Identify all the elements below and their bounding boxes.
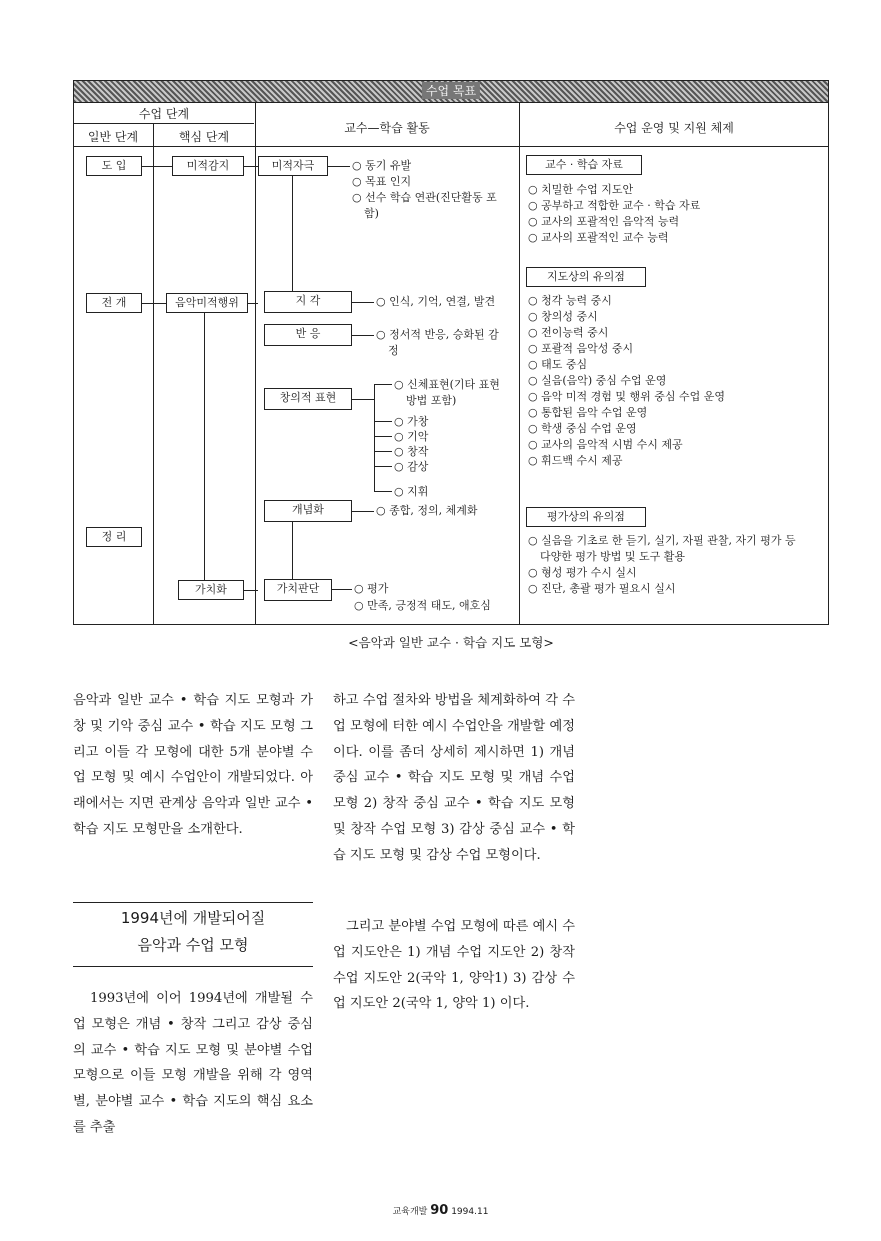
support-item: ○ 포괄적 음악성 중시 (528, 342, 634, 355)
stage-development-box: 전 개 (86, 293, 142, 313)
connector (374, 451, 392, 452)
header-support: 수업 운영 및 지원 체제 (614, 121, 734, 135)
connector (248, 303, 258, 304)
activity-item: ○ 감상 (394, 460, 429, 473)
activity-item: ○ 신체표현(기타 표현 (394, 378, 500, 391)
support-item: ○ 진단, 총괄 평가 필요시 실시 (528, 582, 676, 595)
activity-item: ○ 평가 (354, 582, 389, 595)
col1-body-paragraph: 1993년에 이어 1994년에 개발될 수업 모형은 개념 • 창작 그리고 감상 중심의 교수 • 학습 지도 모형 및 분야별 수업 모형으로 이들 모형 개발을 위해 각 영역별, 분야별 교수 • 학습 지도의 핵심 요소를 추출 (73, 991, 313, 1135)
col2-paragraph-2: 그리고 분야별 수업 모형에 따른 예시 수업 지도안은 1) 개념 수업 지도안 2) 창작 수업 지도안 2(국악 1, 양악1) 3) 감상 수업 지도안 2(국악 1, 양악 1) 이다. (333, 919, 575, 1012)
connector (352, 511, 374, 512)
column-separator (153, 123, 154, 625)
col2-paragraph-1: 하고 수업 절차와 방법을 체계화하여 각 수업 모형에 터한 예시 수업안을 개발할 예정이다. 이를 좀더 상세히 제시하면 1) 개념 중심 교수 • 학습 지도 모형 및 개념 수업 모형 2) 창작 중심 교수 • 학습 지도 모형 및 창작 수업 모형 3) 감상 중심 교수 • 학습 지도 모형 및 감상 수업 모형이다. (333, 693, 575, 863)
support-item: ○ 청각 능력 중시 (528, 294, 612, 307)
connector (292, 522, 293, 579)
support-item: ○ 태도 중심 (528, 358, 588, 371)
activity-concept-box: 개념화 (264, 500, 352, 522)
header-bottom-line (74, 146, 828, 147)
support-item: ○ 실음(음악) 중심 수업 운영 (528, 374, 667, 387)
support-evaluation-title: 평가상의 유의점 (526, 507, 646, 527)
support-item: ○ 교사의 음악적 시범 수시 제공 (528, 438, 683, 451)
col1-intro-paragraph: 음악과 일반 교수 • 학습 지도 모형과 가창 및 기악 중심 교수 • 학습 지도 모형 그리고 이들 각 모형에 대한 5개 분야별 수업 모형 및 예시 수업안이 개발되었다. 아래에서는 지면 관계상 음악과 일반 교수 • 학습 지도 모형만을 소개한다. (73, 693, 313, 837)
header-activity: 교수—학습 활동 (344, 121, 430, 135)
issue-date: 1994.11 (451, 1207, 489, 1217)
support-materials-title: 교수 · 학습 자료 (526, 155, 642, 175)
activity-item: ○ 가창 (394, 415, 429, 428)
core-aesthetic-sense-box: 미적감지 (172, 156, 244, 176)
lesson-model-diagram (73, 80, 829, 625)
connector (374, 384, 392, 385)
activity-item: ○ 선수 학습 연관(진단활동 포 (352, 191, 497, 204)
section-heading-line1: 1994년에 개발되어질 (120, 909, 266, 927)
lesson-goal-banner (74, 81, 828, 103)
connector (374, 491, 392, 492)
support-item: ○ 형성 평가 수시 실시 (528, 566, 637, 579)
connector (244, 166, 258, 167)
support-item: ○ 치밀한 수업 지도안 (528, 183, 634, 196)
activity-item: ○ 목표 인지 (352, 175, 412, 188)
activity-item: ○ 창작 (394, 445, 429, 458)
activity-item: ○ 정서적 반응, 승화된 감 (376, 328, 499, 341)
core-musical-act-box: 음악미적행위 (166, 293, 248, 313)
support-item: ○ 교사의 포괄적인 교수 능력 (528, 231, 669, 244)
activity-stimulus-box: 미적자극 (258, 156, 328, 176)
figure-caption: <음악과 일반 교수 · 학습 지도 모형> (348, 635, 554, 650)
journal-name: 교육개발 (392, 1207, 428, 1217)
connector (374, 421, 392, 422)
support-item: ○ 교사의 포괄적인 음악적 능력 (528, 215, 680, 228)
connector (374, 384, 375, 492)
page-footer (0, 1203, 881, 1218)
support-item: ○ 통합된 음악 수업 운영 (528, 406, 648, 419)
connector (204, 313, 205, 580)
connector (292, 176, 293, 291)
section-rule-bottom (73, 966, 313, 967)
activity-value-box: 가치판단 (264, 579, 332, 601)
connector (332, 589, 352, 590)
connector (244, 590, 258, 591)
connector (352, 302, 374, 303)
section-heading (73, 905, 313, 959)
support-item: ○ 전이능력 중시 (528, 326, 609, 339)
support-guidance-title: 지도상의 유의점 (526, 267, 646, 287)
connector (328, 166, 350, 167)
support-item: ○ 휘드백 수시 제공 (528, 454, 623, 467)
support-item: ○ 음악 미적 경험 및 행위 중심 수업 운영 (528, 390, 725, 403)
activity-item: 함) (364, 207, 379, 220)
activity-perception-box: 지 각 (264, 291, 352, 313)
support-item: 다양한 평가 방법 및 도구 활용 (540, 550, 685, 563)
connector (352, 335, 374, 336)
activity-item: 정 (388, 344, 399, 357)
connector (374, 436, 392, 437)
stage-wrapup-box: 정 리 (86, 527, 142, 547)
activity-item: 방법 포함) (406, 394, 457, 407)
section-heading-line2: 음악과 수업 모형 (137, 936, 249, 954)
section-rule-top (73, 902, 313, 903)
header-stage: 수업 단계 (138, 107, 190, 121)
connector (374, 466, 392, 467)
header-general-stage: 일반 단계 (87, 130, 139, 144)
activity-response-box: 반 응 (264, 324, 352, 346)
activity-item: ○ 만족, 긍정적 태도, 애호심 (354, 599, 491, 612)
header-core-stage: 핵심 단계 (178, 130, 230, 144)
activity-creative-box: 창의적 표현 (264, 388, 352, 410)
page-number: 90 (430, 1203, 449, 1218)
connector (352, 399, 374, 400)
support-item: ○ 공부하고 적합한 교수 · 학습 자료 (528, 199, 701, 212)
column-separator (255, 102, 256, 625)
connector (142, 166, 172, 167)
stage-intro-box: 도 입 (86, 156, 142, 176)
support-item: ○ 창의성 중시 (528, 310, 598, 323)
activity-item: ○ 기악 (394, 430, 429, 443)
support-item: ○ 실음을 기초로 한 듣기, 실기, 자필 관찰, 자기 평가 등 (528, 534, 796, 547)
header-divider (74, 123, 254, 124)
banner-text: 수업 목표 (422, 82, 480, 99)
column-separator (519, 102, 520, 625)
connector (142, 303, 166, 304)
activity-item: ○ 지휘 (394, 485, 429, 498)
activity-item: ○ 종합, 정의, 체계화 (376, 504, 478, 517)
activity-item: ○ 인식, 기억, 연결, 발견 (376, 295, 496, 308)
support-item: ○ 학생 중심 수업 운영 (528, 422, 637, 435)
activity-item: ○ 동기 유발 (352, 159, 412, 172)
core-valuation-box: 가치화 (178, 580, 244, 600)
